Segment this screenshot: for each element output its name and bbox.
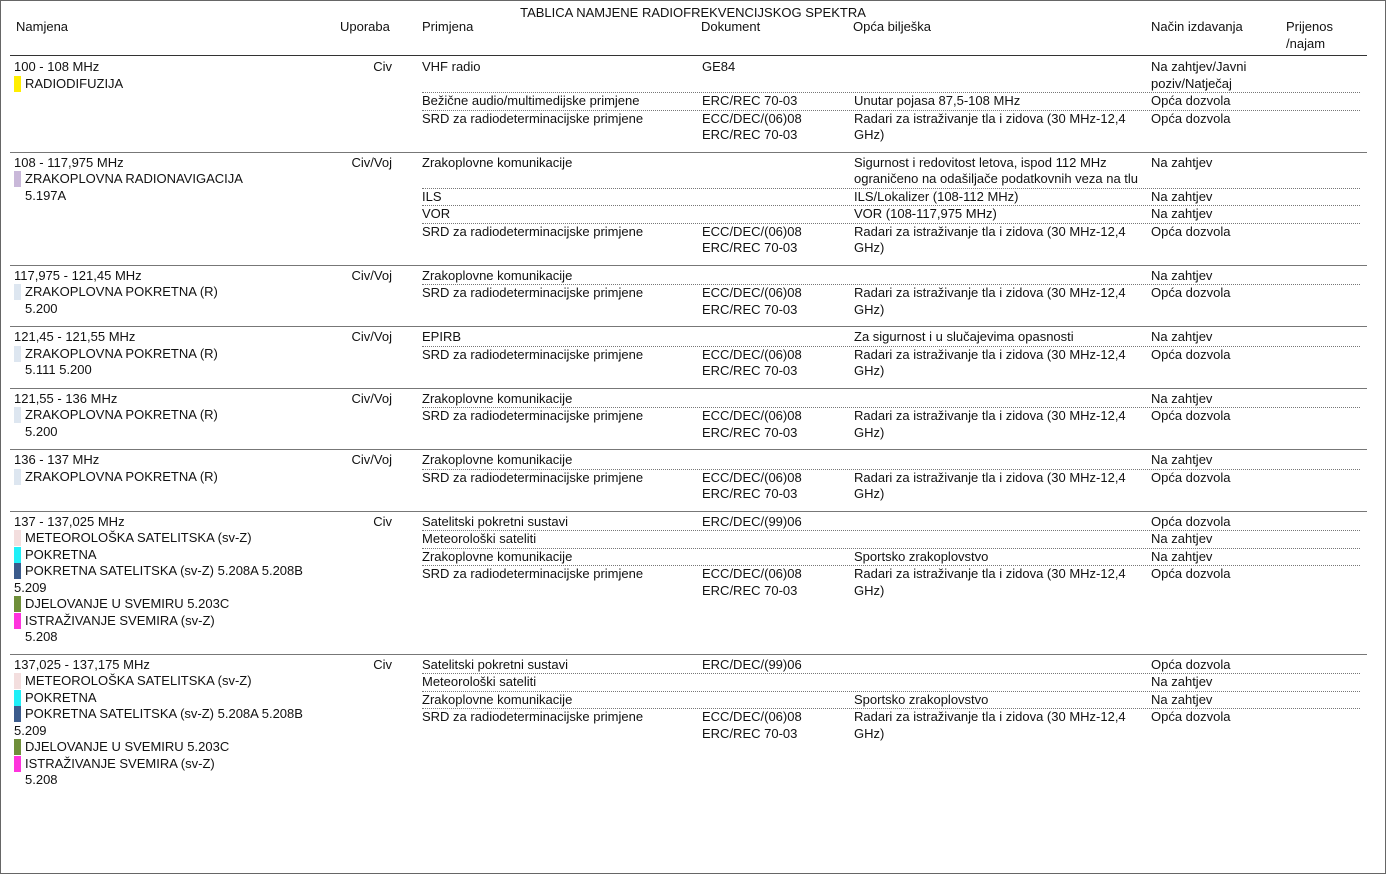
header-prijenos-line2: /najam <box>1286 35 1326 51</box>
application-row <box>422 111 1360 144</box>
band-row <box>10 326 1367 388</box>
allocation-color-swatch <box>14 706 21 722</box>
allocation-name: POKRETNA <box>25 546 97 562</box>
document <box>702 452 854 469</box>
band-uporaba: Civ <box>373 656 392 672</box>
general-note: Radari za istraživanje tla i zidova (30 MHz-12,4 GHz) <box>854 408 1126 440</box>
allocation-name: POKRETNA <box>25 689 97 705</box>
footnote: 5.208 <box>25 629 58 644</box>
allocation-item <box>14 530 334 547</box>
header-prijenos <box>1286 19 1333 52</box>
application-name: Bežične audio/multimedijske primjene <box>422 93 640 108</box>
application-name: EPIRB <box>422 329 462 344</box>
allocation-color-swatch <box>14 690 21 706</box>
header-biljeska: Opća bilješka <box>853 19 932 34</box>
general-note <box>854 59 1151 92</box>
allocation-color-swatch <box>14 407 21 423</box>
general-note <box>854 514 1151 531</box>
band-uporaba: Civ/Voj <box>351 154 392 170</box>
issuance-method: Opća dozvola <box>1151 223 1231 239</box>
issuance-method: Na zahtjev <box>1151 267 1213 283</box>
general-note: Radari za istraživanje tla i zidova (30 MHz-12,4 GHz) <box>854 346 1126 378</box>
issuance-method: Opća dozvola <box>1151 110 1231 126</box>
application-name: ILS <box>422 188 442 204</box>
general-note: Radari za istraživanje tla i zidova (30 MHz-12,4 GHz) <box>854 566 1126 598</box>
application-name: Meteorološki sateliti <box>422 531 537 546</box>
application-name: Zrakoplovne komunikacije <box>422 267 573 283</box>
allocation-item <box>14 346 334 363</box>
issuance-method: Na zahtjev <box>1151 390 1213 406</box>
application-name: SRD za radiodeterminacijske primjene <box>422 709 644 724</box>
general-note: Sportsko zrakoplovstvo <box>854 691 989 707</box>
table-title: TABLICA NAMJENE RADIOFREKVENCIJSKOG SPEKTRA <box>520 5 866 20</box>
application-row <box>422 408 1360 441</box>
application-name: SRD za radiodeterminacijske primjene <box>422 566 644 581</box>
application-rows <box>422 452 1360 503</box>
application-name: Meteorološki sateliti <box>422 674 537 689</box>
document <box>702 531 854 548</box>
issuance-method: Na zahtjev <box>1151 548 1213 564</box>
application-name: SRD za radiodeterminacijske primjene <box>422 408 644 423</box>
general-note: Za sigurnost i u slučajevima opasnosti <box>854 329 1074 344</box>
application-name: SRD za radiodeterminacijske primjene <box>422 469 644 485</box>
allocation-item <box>14 596 334 613</box>
application-name: SRD za radiodeterminacijske primjene <box>422 223 644 239</box>
general-note <box>854 452 1151 469</box>
application-row <box>422 206 1360 224</box>
band-row <box>10 388 1367 450</box>
allocation-color-swatch <box>14 346 21 362</box>
band-range: 136 - 137 MHz <box>14 452 100 467</box>
issuance-method: Na zahtjev <box>1151 154 1213 170</box>
issuance-method: Na zahtjev <box>1151 531 1213 546</box>
band-namjena <box>10 155 334 257</box>
band-row <box>10 57 1367 152</box>
band-row <box>10 511 1367 654</box>
allocation-color-swatch <box>14 171 21 187</box>
allocation-name: ZRAKOPLOVNA POKRETNA (R) <box>25 407 218 422</box>
application-row <box>422 285 1360 318</box>
footnote: 5.111 5.200 <box>25 362 92 377</box>
issuance-method: Na zahtjev <box>1151 674 1213 689</box>
application-row <box>422 514 1360 532</box>
general-note: Radari za istraživanje tla i zidova (30 MHz-12,4 GHz) <box>854 285 1126 317</box>
application-name: VOR <box>422 206 451 221</box>
application-row <box>422 674 1360 692</box>
band-range: 121,55 - 136 MHz <box>14 390 118 406</box>
allocation-item <box>14 469 334 486</box>
band-uporaba: Civ/Voj <box>351 452 392 467</box>
application-row <box>422 189 1360 207</box>
allocation-item <box>14 706 334 723</box>
allocation-color-swatch <box>14 673 21 689</box>
application-row <box>422 657 1360 675</box>
band-namjena <box>10 59 334 144</box>
allocation-name: ZRAKOPLOVNA POKRETNA (R) <box>25 468 218 484</box>
document <box>702 329 854 346</box>
application-row <box>422 470 1360 503</box>
application-row <box>422 391 1360 409</box>
allocation-color-swatch <box>14 547 21 563</box>
document <box>702 674 854 691</box>
application-row <box>422 224 1360 257</box>
general-note <box>854 657 1151 674</box>
allocation-item <box>14 673 334 690</box>
application-row <box>422 93 1360 111</box>
application-name: Zrakoplovne komunikacije <box>422 452 573 467</box>
allocation-continuation: 5.209 <box>14 579 47 595</box>
application-row <box>422 549 1360 567</box>
application-name: Satelitski pokretni sustavi <box>422 656 568 672</box>
allocation-name: RADIODIFUZIJA <box>25 75 124 91</box>
application-name: Satelitski pokretni sustavi <box>422 513 568 529</box>
general-note: VOR (108-117,975 MHz) <box>854 206 997 221</box>
allocation-item <box>14 76 334 93</box>
allocation-color-swatch <box>14 596 21 612</box>
allocation-color-swatch <box>14 756 21 772</box>
allocation-item <box>14 690 334 707</box>
band-table <box>10 57 1367 797</box>
document: ERC/REC 70-03 <box>702 93 798 108</box>
application-row <box>422 692 1360 710</box>
document: ECC/DEC/(06)08 ERC/REC 70-03 <box>702 346 802 378</box>
header-prijenos-line1: Prijenos <box>1286 19 1333 34</box>
issuance-method: Opća dozvola <box>1151 346 1231 362</box>
application-rows <box>422 155 1360 257</box>
document: ECC/DEC/(06)08 ERC/REC 70-03 <box>702 709 802 741</box>
allocation-color-swatch <box>14 284 21 300</box>
issuance-method: Na zahtjev <box>1151 452 1213 467</box>
document: ECC/DEC/(06)08 ERC/REC 70-03 <box>702 469 802 501</box>
issuance-method: Na zahtjev <box>1151 329 1213 344</box>
application-rows <box>422 268 1360 319</box>
general-note: Unutar pojasa 87,5-108 MHz <box>854 93 1021 108</box>
allocation-name: DJELOVANJE U SVEMIRU 5.203C <box>25 739 230 754</box>
band-uporaba: Civ <box>373 59 392 74</box>
allocation-item <box>14 756 334 773</box>
allocation-item <box>14 171 334 188</box>
document <box>702 391 854 408</box>
band-namjena <box>10 657 334 789</box>
header-primjena: Primjena <box>422 19 474 34</box>
document: ECC/DEC/(06)08 ERC/REC 70-03 <box>702 110 802 142</box>
issuance-method: Opća dozvola <box>1151 709 1231 724</box>
band-row <box>10 654 1367 797</box>
band-namjena <box>10 329 334 380</box>
footnote: 5.200 <box>25 300 58 316</box>
allocation-name: METEOROLOŠKA SATELITSKA (sv-Z) <box>25 673 252 688</box>
allocation-item <box>14 284 334 301</box>
document: ERC/DEC/(99)06 <box>702 513 802 529</box>
general-note: Radari za istraživanje tla i zidova (30 MHz-12,4 GHz) <box>854 709 1126 741</box>
issuance-method: Opća dozvola <box>1151 566 1231 581</box>
application-name: VHF radio <box>422 59 481 74</box>
allocation-name: METEOROLOŠKA SATELITSKA (sv-Z) <box>25 530 252 545</box>
allocation-item <box>14 547 334 564</box>
application-row <box>422 452 1360 470</box>
band-row <box>10 449 1367 511</box>
allocation-color-swatch <box>14 469 21 485</box>
general-note <box>854 674 1151 691</box>
document <box>702 692 854 709</box>
allocation-continuation: 5.209 <box>14 722 47 738</box>
band-uporaba: Civ <box>373 513 392 529</box>
allocation-name: POKRETNA SATELITSKA (sv-Z) 5.208A 5.208B <box>25 563 303 578</box>
application-name: Zrakoplovne komunikacije <box>422 390 573 406</box>
band-namjena <box>10 268 334 319</box>
general-note: Sigurnost i redovitost letova, ispod 112 MHz ograničeno na odašiljače podatkovnih veza na tlu <box>854 154 1139 186</box>
application-name: SRD za radiodeterminacijske primjene <box>422 346 644 362</box>
band-range: 100 - 108 MHz <box>14 59 100 74</box>
issuance-method: Na zahtjev <box>1151 188 1213 204</box>
allocation-name: ZRAKOPLOVNA POKRETNA (R) <box>25 345 218 361</box>
general-note: Radari za istraživanje tla i zidova (30 MHz-12,4 GHz) <box>854 223 1126 255</box>
general-note <box>854 268 1151 285</box>
document <box>702 155 854 188</box>
document <box>702 549 854 566</box>
band-range: 117,975 - 121,45 MHz <box>14 267 142 283</box>
application-name: SRD za radiodeterminacijske primjene <box>422 285 644 300</box>
application-row <box>422 155 1360 189</box>
application-row <box>422 566 1360 599</box>
allocation-color-swatch <box>14 739 21 755</box>
band-row <box>10 265 1367 327</box>
allocation-color-swatch <box>14 563 21 579</box>
document: ECC/DEC/(06)08 ERC/REC 70-03 <box>702 285 802 317</box>
document: ECC/DEC/(06)08 ERC/REC 70-03 <box>702 408 802 440</box>
general-note <box>854 391 1151 408</box>
application-rows <box>422 329 1360 380</box>
band-row <box>10 152 1367 265</box>
application-name: Zrakoplovne komunikacije <box>422 691 573 707</box>
issuance-method: Opća dozvola <box>1151 513 1231 529</box>
band-range: 108 - 117,975 MHz <box>14 154 124 170</box>
band-range: 121,45 - 121,55 MHz <box>14 329 136 344</box>
band-range: 137 - 137,025 MHz <box>14 513 125 529</box>
application-row <box>422 347 1360 380</box>
application-rows <box>422 59 1360 144</box>
header-namjena: Namjena <box>16 19 69 34</box>
document <box>702 189 854 206</box>
allocation-color-swatch <box>14 613 21 629</box>
application-row <box>422 268 1360 286</box>
application-rows <box>422 391 1360 442</box>
general-note: ILS/Lokalizer (108-112 MHz) <box>854 188 1019 204</box>
document <box>702 268 854 285</box>
issuance-method: Opća dozvola <box>1151 285 1231 300</box>
header-divider <box>10 55 1367 56</box>
footnote: 5.197A <box>25 187 67 203</box>
issuance-method: Na zahtjev/Javni poziv/Natječaj <box>1151 59 1247 91</box>
band-namjena <box>10 391 334 442</box>
issuance-method: Opća dozvola <box>1151 656 1231 672</box>
document: ECC/DEC/(06)08 ERC/REC 70-03 <box>702 223 802 255</box>
issuance-method: Opća dozvola <box>1151 93 1231 108</box>
application-row <box>422 531 1360 549</box>
application-rows <box>422 657 1360 789</box>
allocation-item <box>14 739 334 756</box>
issuance-method: Na zahtjev <box>1151 206 1213 221</box>
band-namjena <box>10 514 334 646</box>
application-row <box>422 59 1360 93</box>
document: GE84 <box>702 59 736 74</box>
application-rows <box>422 514 1360 646</box>
document: ECC/DEC/(06)08 ERC/REC 70-03 <box>702 566 802 598</box>
application-row <box>422 329 1360 347</box>
allocation-name: ISTRAŽIVANJE SVEMIRA (sv-Z) <box>25 755 215 771</box>
band-range: 137,025 - 137,175 MHz <box>14 656 150 672</box>
application-name: Zrakoplovne komunikacije <box>422 548 573 564</box>
application-name: Zrakoplovne komunikacije <box>422 154 573 170</box>
band-uporaba: Civ/Voj <box>351 267 392 283</box>
application-name: SRD za radiodeterminacijske primjene <box>422 110 644 126</box>
band-uporaba: Civ/Voj <box>351 329 392 344</box>
general-note: Radari za istraživanje tla i zidova (30 MHz-12,4 GHz) <box>854 469 1126 501</box>
general-note <box>854 531 1151 548</box>
allocation-item <box>14 613 334 630</box>
allocation-color-swatch <box>14 76 21 92</box>
footnote: 5.200 <box>25 423 58 439</box>
general-note: Sportsko zrakoplovstvo <box>854 548 989 564</box>
allocation-name: ZRAKOPLOVNA RADIONAVIGACIJA <box>25 171 243 186</box>
issuance-method: Opća dozvola <box>1151 469 1231 485</box>
allocation-name: POKRETNA SATELITSKA (sv-Z) 5.208A 5.208B <box>25 706 303 721</box>
band-uporaba: Civ/Voj <box>351 390 392 406</box>
header-uporaba: Uporaba <box>340 19 390 34</box>
header-nacin: Način izdavanja <box>1151 19 1243 34</box>
allocation-name: ISTRAŽIVANJE SVEMIRA (sv-Z) <box>25 612 215 628</box>
document <box>702 206 854 223</box>
allocation-color-swatch <box>14 530 21 546</box>
issuance-method: Na zahtjev <box>1151 691 1213 707</box>
allocation-name: DJELOVANJE U SVEMIRU 5.203C <box>25 596 230 611</box>
header-dokument: Dokument <box>701 19 761 34</box>
band-namjena <box>10 452 334 503</box>
document: ERC/DEC/(99)06 <box>702 656 802 672</box>
allocation-name: ZRAKOPLOVNA POKRETNA (R) <box>25 284 218 299</box>
general-note: Radari za istraživanje tla i zidova (30 MHz-12,4 GHz) <box>854 110 1126 142</box>
application-row <box>422 709 1360 742</box>
allocation-item <box>14 563 334 580</box>
allocation-item <box>14 407 334 424</box>
footnote: 5.208 <box>25 772 58 787</box>
issuance-method: Opća dozvola <box>1151 408 1231 423</box>
